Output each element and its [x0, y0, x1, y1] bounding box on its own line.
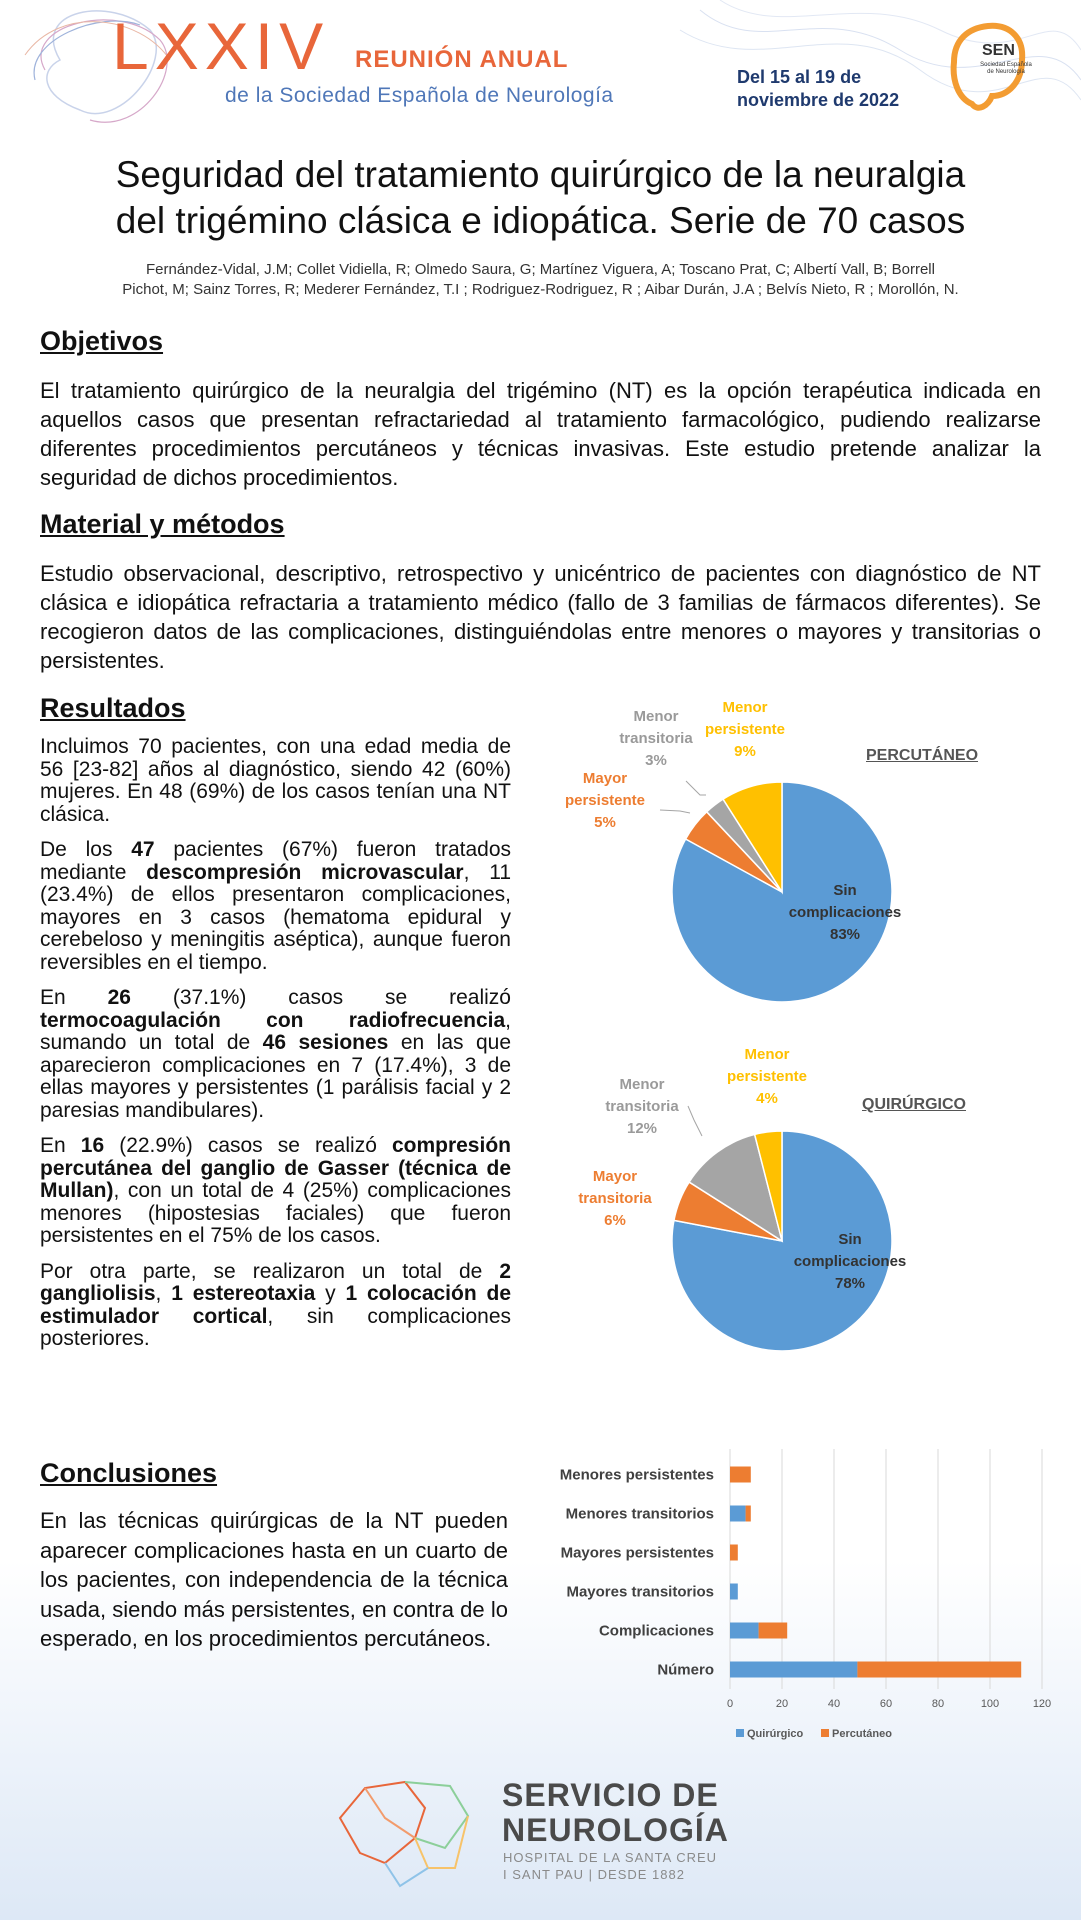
bar-chart-x-tick-label: 60: [879, 1698, 893, 1710]
bar-chart-x-tick-label: 80: [931, 1698, 945, 1710]
legend-swatch-quirúrgico: [736, 1729, 744, 1737]
legend-label-percutáneo: Percutáneo: [832, 1728, 892, 1740]
pie-percutaneo-label-mayor-persistente: Mayor persistente 5%: [564, 770, 646, 831]
pie-percutaneo-leaders: [650, 755, 750, 815]
bar-chart-category-label: Complicaciones: [598, 1622, 714, 1640]
conclusiones-text: En las técnicas quirúrgicas de la NT pueden aparecer complicaciones hasta en un cuarto de los pacientes, con independencia de la técnica usada, siendo más persistentes, en contra de lo esperado, en los procedimientos percutáneos.: [40, 1508, 508, 1651]
dates-line: noviembre de 2022: [737, 90, 900, 110]
bar-chart-x-tick-label: 100: [980, 1698, 1000, 1710]
bar-quirúrgico-menores-transitorios: [730, 1506, 746, 1522]
authors-line: Fernández-Vidal, J.M; Collet Vidiella, R; Olmedo Saura, G; Martínez Viguera, A; Toscano Prat, C; Albertí Vall, B; Borrell: [146, 261, 935, 278]
resultados-paragraph: Por otra parte, se realizaron un total de 2 gangliolisis, 1 estereotaxia y 1 colocación de estimulador cortical, sin complicaciones posteriores.: [40, 1259, 512, 1350]
bar-quirúrgico-mayores-transitorios: [730, 1584, 738, 1600]
bar-quirúrgico-número: [730, 1662, 857, 1678]
legend-swatch-percutáneo: [821, 1729, 829, 1737]
metodos-text: Estudio observacional, descriptivo, retrospectivo y unicéntrico de pacientes con diagnóstico de NT clásica e idiopática refractaria a tratamiento médico (fallo de 3 familias de fármacos diferentes). Se recogieron datos de las complicaciones, distinguiéndolas entre menores o mayores y transitorias o persistentes.: [40, 561, 1041, 673]
resultados-heading: Resultados: [40, 693, 186, 723]
bar-chart-category-label: Menores transitorios: [565, 1505, 714, 1523]
pie-quirurgico-label-menor-transitoria: Menor transitoria 12%: [605, 1076, 679, 1137]
poster-title: [40, 152, 1041, 244]
metodos-heading: Material y métodos: [40, 509, 285, 539]
resultados-paragraph: En 16 (22.9%) casos se realizó compresión percutánea del ganglio de Gasser (técnica de Mullan), con un total de 4 (25%) complicaciones menores (hipostesias faciales) que fueron persistentes en el 75% de los casos.: [40, 1134, 511, 1247]
pie-quirurgico-label-menor-persistente: Menor persistente 4%: [726, 1046, 808, 1107]
edition-number: LXXIV: [112, 9, 330, 83]
title-line: Seguridad del tratamiento quirúrgico de la neuralgia: [115, 154, 966, 195]
bar-percutáneo-mayores-persistentes: [730, 1545, 738, 1561]
pie-percutaneo-label-sin-complicaciones: Sin complicaciones 83%: [788, 882, 902, 943]
bar-chart-x-tick-label: 20: [775, 1698, 789, 1710]
title-line: del trigémino clásica e idiopática. Serie de 70 casos: [115, 200, 966, 241]
bar-chart-x-tick-label: 0: [726, 1698, 734, 1710]
bar-chart-category-label: Mayores persistentes: [560, 1544, 714, 1562]
pie-percutaneo-title: PERCUTÁNEO: [866, 747, 979, 764]
conclusiones-heading: Conclusiones: [40, 1458, 218, 1488]
event-name: REUNIÓN ANUAL: [355, 46, 569, 73]
pie-quirurgico-label-sin-complicaciones: Sin complicaciones 78%: [793, 1231, 907, 1292]
neurologia-brain-logo: [330, 1768, 480, 1893]
legend-label-quirúrgico: Quirúrgico: [747, 1728, 804, 1740]
resultados-paragraph: En 26 (37.1%) casos se realizó termocoagulación con radiofrecuencia, sumando un total de 46 sesiones en las que aparecieron complicaciones en 7 (17.4%), 3 de ellas mayores y persistentes (1 parálisis facial y 2 paresias mandibulares).: [40, 986, 511, 1122]
resultados-paragraph: De los 47 pacientes (67%) fueron tratados mediante descompresión microvascular, 11 (23.4%) de ellos presentaron complicaciones, mayores en 3 casos (hematoma epidural y cerebeloso y meningitis aséptica), aunque fueron reversibles en el tiempo.: [40, 838, 512, 974]
bar-chart-complicaciones: [540, 1440, 1060, 1740]
pie-percutaneo-label-menor-persistente: Menor persistente 9%: [704, 699, 786, 760]
bar-percutáneo-número: [857, 1662, 1021, 1678]
dates-line: Del 15 al 19 de: [737, 67, 862, 87]
bar-chart-category-label: Menores persistentes: [559, 1466, 714, 1484]
pie-quirurgico-leaders: [680, 1100, 740, 1150]
pie-quirurgico-label-mayor-transitoria: Mayor transitoria 6%: [578, 1168, 652, 1229]
society-name: de la Sociedad Española de Neurología: [225, 84, 614, 107]
objetivos-heading: Objetivos: [40, 326, 164, 356]
authors-line: Pichot, M; Sainz Torres, R; Mederer Fernández, T.I ; Rodriguez-Rodriguez, R ; Aibar Durán, J.A ; Belvís Nieto, R ; Morollón, N.: [122, 281, 959, 298]
bar-chart-x-tick-label: 40: [827, 1698, 841, 1710]
bar-percutáneo-menores-persistentes: [730, 1467, 751, 1483]
bar-chart-category-label: Número: [657, 1661, 714, 1679]
bar-percutáneo-complicaciones: [759, 1623, 788, 1639]
pie-quirurgico-title: QUIRÚRGICO: [862, 1096, 966, 1113]
header-banner: [0, 0, 1081, 135]
hospital-name: HOSPITAL DE LA SANTA CREU I SANT PAU | DESDE 1882: [503, 1850, 718, 1882]
sen-logo-subtext: Sociedad Española de Neurología: [980, 62, 1032, 75]
resultados-text: [40, 736, 511, 1364]
objetivos-text: El tratamiento quirúrgico de la neuralgia del trigémino (NT) es la opción terapéutica indicada en aquellos casos que presentan refractariedad al tratamiento farmacológico, pudiendo realizarse diferentes procedimientos percutáneos y técnicas invasivas. Este estudio pretende analizar la seguridad de dichos procedimientos.: [40, 378, 1041, 490]
bar-chart-category-label: Mayores transitorios: [566, 1583, 714, 1601]
resultados-paragraph: Incluimos 70 pacientes, con una edad media de 56 [23-82] años al diagnóstico, siendo 42 (60%) mujeres. En 48 (69%) de los casos tenían una NT clásica.: [40, 735, 511, 826]
event-dates: [737, 66, 937, 112]
service-name: SERVICIO DE NEUROLOGÍA: [502, 1777, 729, 1848]
pie-percutaneo-label-menor-transitoria: Menor transitoria 3%: [619, 708, 693, 769]
bar-quirúrgico-complicaciones: [730, 1623, 759, 1639]
bar-percutáneo-menores-transitorios: [746, 1506, 751, 1522]
sen-logo-text: SEN: [982, 42, 1015, 59]
bar-chart-x-tick-label: 120: [1032, 1698, 1052, 1710]
authors: [70, 260, 1011, 300]
